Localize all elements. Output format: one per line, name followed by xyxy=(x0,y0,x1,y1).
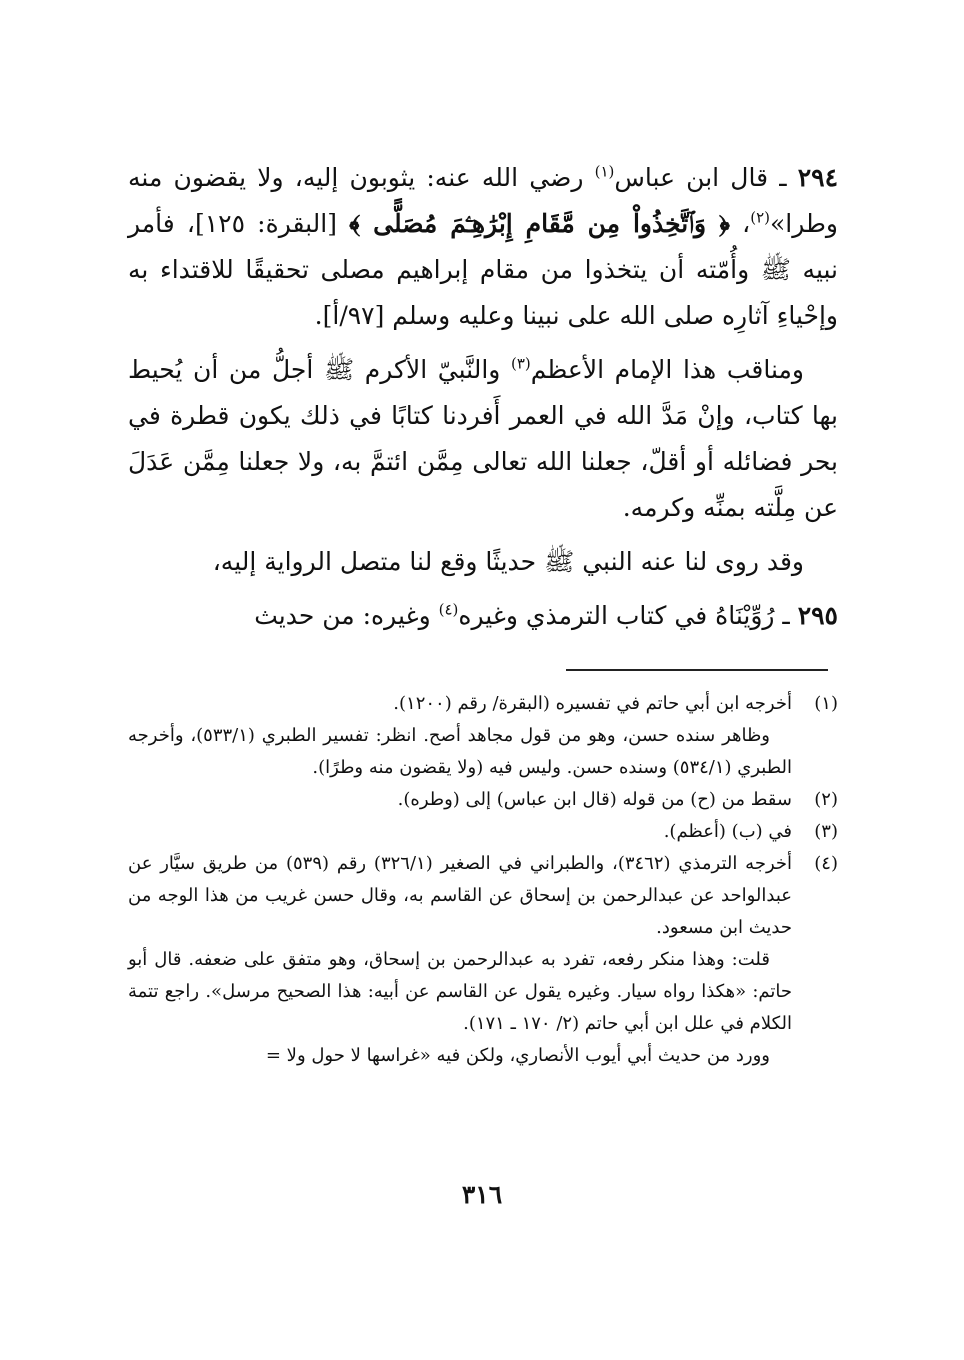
text-segment: ـ رُوِّيْنَاهُ في كتاب الترمذي وغيره xyxy=(458,601,798,630)
footnote-number: (٢) xyxy=(814,789,838,810)
paragraph-virtues xyxy=(128,347,838,531)
text-segment: رضي الله عنه: يثوبون إليه، ولا يقضون منه وطرا» xyxy=(128,163,839,238)
footnote-number: (٤) xyxy=(814,853,838,874)
footnote-body xyxy=(128,816,792,848)
paragraph-narration xyxy=(128,539,838,585)
footnote-1 xyxy=(128,688,838,784)
footnote-body xyxy=(128,848,792,1072)
text-segment: وقد روى لنا عنه النبي ﷺ حديثًا وقع لنا متصل الرواية إليه، xyxy=(212,547,804,576)
text-segment: ومناقب هذا الإمام الأعظم xyxy=(530,355,804,384)
footnote-line: أخرجه ابن أبي حاتم في تفسيره (البقرة/ رقم (١٢٠٠). xyxy=(393,693,792,714)
footnote-line: في (ب) (أعظم). xyxy=(663,821,792,842)
text-segment: [البقرة: ١٢٥]، فأمر نبيه ﷺ وأُمّته أن يتخذوا من مقام إبراهيم مصلى تحقيقًا للاقتداء به وإحْياءِ آثارِه صلى الله على نبينا وعليه وسلم [٩٧/أ]. xyxy=(128,209,838,330)
footnote-line: قلت: وهذا منكر رفعه، تفرد به عبدالرحمن بن إسحاق، وهو متفق على ضعفه. قال أبو حاتم: «هكذا رواه سيار. وغيره يقول عن القاسم عن أبيه: هذا الصحيح مرسل». راجع تتمة الكلام في علل ابن أبي حاتم (٢/ ١٧٠ ـ ١٧١). xyxy=(128,949,792,1034)
footnote-4 xyxy=(128,848,838,1072)
entry-number: ٢٩٤ xyxy=(797,163,839,192)
text-segment: ـ قال ابن عباس xyxy=(614,163,798,192)
footnote-body xyxy=(128,784,792,816)
entry-number: ٢٩٥ xyxy=(797,601,838,630)
footnote-ref-2[interactable]: (٢) xyxy=(750,208,770,227)
main-text-block xyxy=(128,155,838,647)
footnote-line: وورد من حديث أبي أيوب الأنصاري، ولكن فيه «غراسها لا حول ولا = xyxy=(265,1045,770,1066)
footnote-divider xyxy=(566,669,828,671)
text-segment: وغيره: من حديث xyxy=(254,601,439,630)
footnote-ref-3[interactable]: (٣) xyxy=(510,354,531,373)
paragraph-294 xyxy=(128,155,838,339)
paragraph-295 xyxy=(128,593,838,639)
footnote-3 xyxy=(128,816,838,848)
footnote-2 xyxy=(128,784,838,816)
footnote-line: وظاهر سنده حسن، وهو من قول مجاهد أصح. انظر: تفسير الطبري (٥٣٣/١)، وأخرجه الطبري (٥٣٤/١) وسنده حسن. وليس فيه (ولا يقضون منه وطرًا). xyxy=(128,725,792,778)
footnote-line: أخرجه الترمذي (٣٤٦٢)، والطبراني في الصغير (٣٢٦/١) رقم (٥٣٩) من طريق سيَّار عن عبدالواحد عن عبدالرحمن بن إسحاق عن القاسم به، وقال حسن غريب من هذا الوجه من حديث ابن مسعود. xyxy=(128,853,793,938)
text-segment: والنَّبيّ الأكرم ﷺ أجلُّ من أن يُحيط بها كتاب، وإنْ مَدَّ الله في العمر أَفردنا كتابًا في ذلك يكون قطرة في بحر فضائله أو أقلّ، جعلنا الله تعالى مِمَّن ائتمَّ به، ولا جعلنا مِمَّن عَدَلَ عن مِلَّته بمنِّه وكرمه. xyxy=(128,355,838,522)
footnote-ref-1[interactable]: (١) xyxy=(594,162,615,181)
page-number: ٣١٦ xyxy=(461,1180,503,1209)
footnote-number: (٣) xyxy=(814,821,838,842)
footnote-number: (١) xyxy=(814,693,838,714)
text-segment: ، xyxy=(730,209,751,238)
footnote-body xyxy=(128,688,792,784)
footnote-line: سقط من (ح) من قوله (قال ابن عباس) إلى (وطره). xyxy=(397,789,792,810)
footnote-ref-4[interactable]: (٤) xyxy=(438,600,459,619)
quran-verse: ﴿ وَٱتَّخِذُواْ مِن مَّقَامِ إِبْرَٰهِـۧمَ مُصَلًّى ﴾ xyxy=(349,209,730,238)
footnotes-section xyxy=(128,688,838,1072)
